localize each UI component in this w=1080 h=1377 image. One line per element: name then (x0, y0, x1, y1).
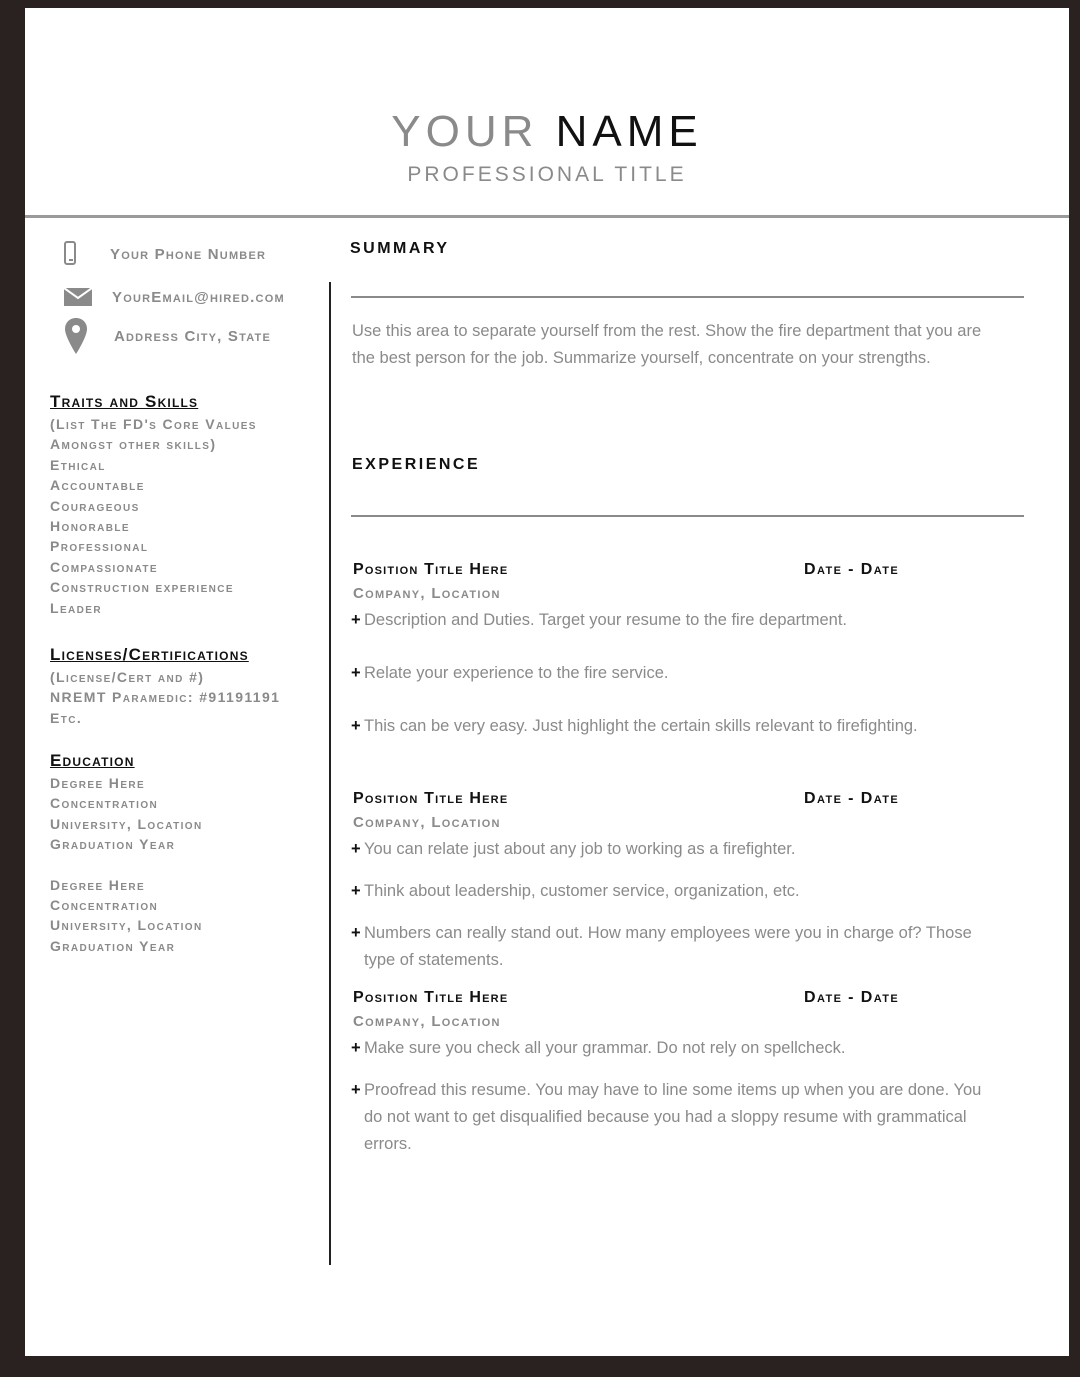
graduation-year: Graduation Year (50, 937, 176, 954)
licenses-heading: Licenses/Certifications (50, 645, 249, 664)
list-item: NREMT Paramedic: #91191191 (50, 689, 281, 706)
list-item: Ethical (50, 456, 106, 473)
contact-email (64, 288, 285, 306)
traits-heading: Traits and Skills (50, 392, 199, 411)
bullet-marker: + (351, 882, 361, 900)
summary-text: Use this area to separate yourself from the rest. Show the fire department that you are the best person for the job. Summarize yourself, concentrate on your strengths. (352, 322, 982, 367)
university: University, Location (50, 917, 203, 934)
education-entry (50, 773, 203, 855)
education-entry (50, 875, 203, 957)
phone-text: Your Phone Number (110, 245, 267, 263)
bullet-marker: + (351, 840, 361, 858)
experience-rule (351, 515, 1024, 517)
concentration: Concentration (50, 897, 159, 914)
list-item: Honorable (50, 518, 130, 535)
first-name: YOUR (391, 107, 539, 156)
bullet-text: Make sure you check all your grammar. Do not rely on spellcheck. (364, 1039, 846, 1057)
bullet-marker: + (351, 611, 361, 629)
traits-list (50, 414, 257, 618)
licenses-section (50, 645, 280, 728)
summary-heading: SUMMARY (350, 240, 450, 257)
list-item: Courageous (50, 497, 140, 514)
bullet-text: Numbers can really stand out. How many employees were you in charge of? Those type of statements. (364, 924, 972, 969)
job-company: Company, Location (353, 814, 501, 831)
list-item: Professional (50, 538, 149, 555)
degree: Degree Here (50, 775, 146, 791)
experience-heading: EXPERIENCE (352, 456, 481, 473)
bullet-text: Relate your experience to the fire service. (364, 664, 669, 682)
professional-title: PROFESSIONAL TITLE (407, 163, 687, 186)
bullet-text: Proofread this resume. You may have to line some items up when you are done. You do not want to get disqualified because you had a sloppy resume with grammatical errors. (364, 1081, 982, 1153)
list-item: Leader (50, 599, 102, 616)
education-section (50, 751, 203, 956)
university: University, Location (50, 815, 203, 832)
contact-address (64, 317, 271, 355)
envelope-icon (64, 288, 92, 306)
concentration: Concentration (50, 795, 159, 812)
list-item: Etc. (50, 709, 83, 726)
list-item: Construction experience (50, 579, 234, 596)
job-bullet (351, 713, 984, 740)
list-item: (License/Cert and #) (50, 669, 205, 685)
bullet-marker: + (351, 1039, 361, 1057)
location-pin-icon (64, 317, 88, 355)
bullet-marker: + (351, 717, 361, 735)
graduation-year: Graduation Year (50, 836, 176, 853)
column-divider (329, 282, 331, 1265)
degree: Degree Here (50, 876, 146, 893)
job-date: Date - Date (804, 561, 900, 578)
job-bullet (351, 660, 984, 687)
bullet-text: You can relate just about any job to working as a firefighter. (364, 840, 796, 858)
resume-page (25, 8, 1069, 1356)
job-date: Date - Date (804, 989, 900, 1006)
list-item: (List The FD's Core Values (50, 416, 257, 432)
job-bullet (351, 1077, 984, 1158)
list-item: Amongst other skills) (50, 436, 217, 453)
job-title: Position Title Here (353, 561, 509, 578)
bullet-marker: + (351, 924, 361, 942)
address-text: Address City, State (114, 327, 272, 345)
list-item: Accountable (50, 477, 145, 494)
name-heading (25, 106, 1069, 158)
job-bullet (351, 836, 984, 863)
bullet-marker: + (351, 1081, 361, 1099)
phone-icon (64, 241, 76, 265)
job-company: Company, Location (353, 585, 501, 602)
job-company: Company, Location (353, 1013, 501, 1030)
summary-rule (351, 296, 1024, 298)
contact-phone (64, 241, 266, 265)
traits-section (50, 392, 257, 618)
job-title: Position Title Here (353, 790, 509, 807)
list-item: Compassionate (50, 558, 158, 575)
licenses-list (50, 667, 280, 728)
bullet-text: This can be very easy. Just highlight the certain skills relevant to firefighting. (364, 717, 918, 735)
job-bullet (351, 920, 984, 974)
bullet-text: Think about leadership, customer service, organization, etc. (364, 882, 800, 900)
job-bullet (351, 878, 984, 905)
job-date: Date - Date (804, 790, 900, 807)
header-divider (25, 215, 1069, 218)
last-name: NAME (555, 107, 703, 156)
job-title: Position Title Here (353, 989, 509, 1006)
job-bullet (351, 607, 984, 634)
job-bullet (351, 1035, 984, 1062)
email-text: YourEmail@hired.com (112, 288, 285, 306)
bullet-text: Description and Duties. Target your resume to the fire department. (364, 611, 848, 629)
bullet-marker: + (351, 664, 361, 682)
education-heading: Education (50, 751, 135, 770)
